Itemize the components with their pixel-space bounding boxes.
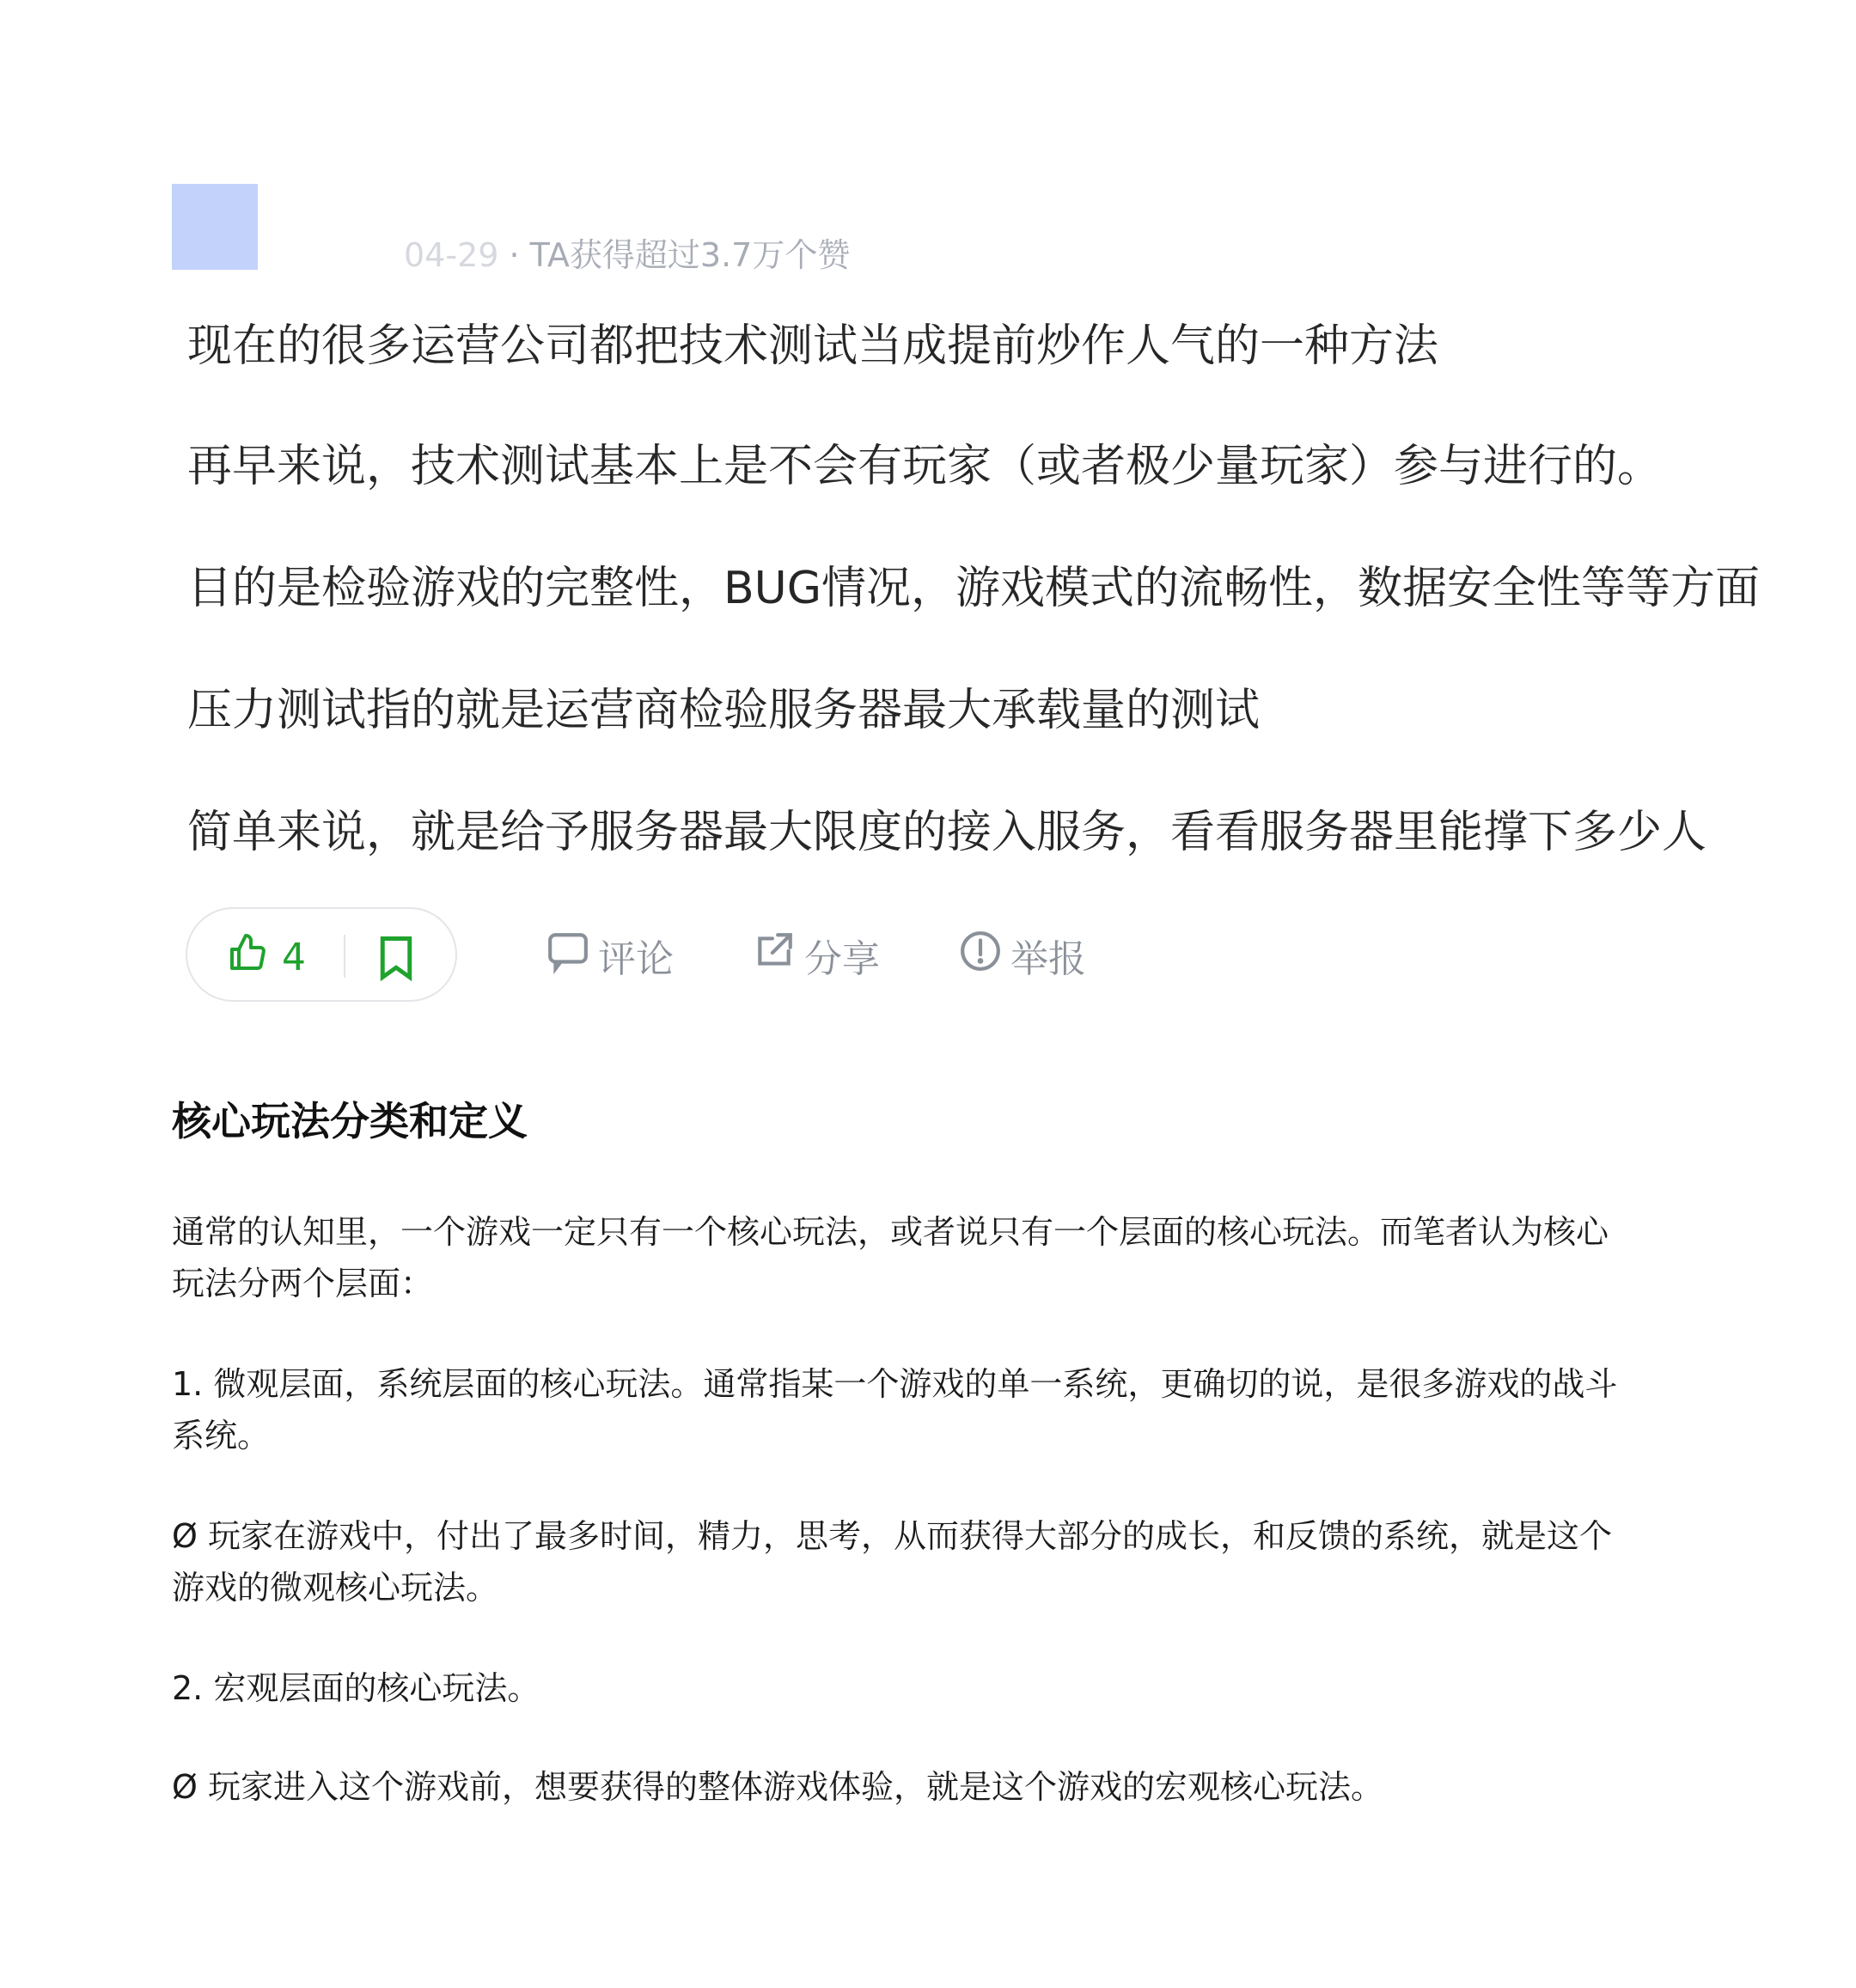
bookmark-icon [376,968,416,985]
report-button[interactable] [959,930,1086,981]
answer-paragraph: 简单来说，就是给予服务器最大限度的接入服务，看看服务器里能撑下多少人 [187,807,1707,858]
report-label: 举报 [1010,937,1086,981]
answer-paragraph: 现在的很多运营公司都把技术测试当成提前炒作人气的一种方法 [187,320,1439,372]
upvote-count: 4 [282,935,306,979]
article-paragraph: 通常的认知里，一个游戏一定只有一个核心玩法，或者说只有一个层面的核心玩法。而笔者认为核心玩法分两个层面： [172,1213,1609,1302]
bookmark-button[interactable] [376,935,416,981]
answer-card [0,0,1856,981]
avatar[interactable] [172,184,258,270]
thumbs-up-icon [227,932,268,983]
meta-separator: · [498,236,530,274]
answer-meta [404,234,850,277]
author-like-count: TA获得超过3.7万个赞 [529,236,851,274]
answer-paragraph: 再早来说，技术测试基本上是不会有玩家（或者极少量玩家）参与进行的。 [187,441,1663,492]
vote-divider [344,935,345,978]
comment-button[interactable] [546,930,674,981]
report-icon [959,930,1002,982]
answer-paragraph: 目的是检验游戏的完整性，BUG情况，游戏模式的流畅性，数据安全性等等方面 [187,563,1761,614]
comment-label: 评论 [598,937,674,981]
answer-action-bar [0,893,1856,981]
vote-group [186,907,457,1002]
share-button[interactable] [753,930,880,981]
share-label: 分享 [804,937,880,981]
article-paragraph: 1. 微观层面，系统层面的核心玩法。通常指某一个游戏的单一系统，更确切的说，是很多游戏的战斗系统。 [172,1365,1618,1454]
article-heading: 核心玩法分类和定义 [172,1098,528,1144]
article-paragraph: Ø 玩家进入这个游戏前，想要获得的整体游戏体验，就是这个游戏的宏观核心玩法。 [172,1768,1383,1806]
article [172,1091,1633,1806]
answer-paragraph: 压力测试指的就是运营商检验服务器最大承载量的测试 [187,685,1261,736]
answer-date: 04-29 [404,236,499,274]
article-paragraph: 2. 宏观层面的核心玩法。 [172,1669,540,1707]
upvote-button[interactable] [227,931,306,983]
article-paragraph: Ø 玩家在游戏中，付出了最多时间，精力，思考，从而获得大部分的成长，和反馈的系统，就是这个游戏的微观核心玩法。 [172,1517,1612,1607]
comment-icon [546,930,589,982]
share-icon [753,930,796,982]
